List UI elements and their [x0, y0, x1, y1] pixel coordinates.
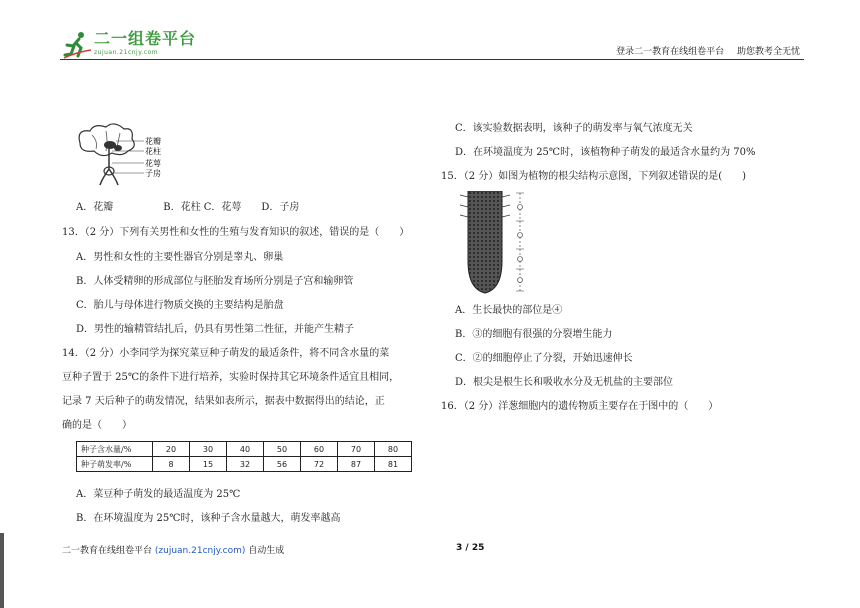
q15-option-a-text: A．生长最快的部位是 — [455, 305, 553, 316]
q12-options[interactable]: A．花瓣 B．花柱 C．花萼 D．子房 — [76, 202, 300, 213]
table-cell: 15 — [190, 457, 227, 472]
q14-stem-line3: 记录 7 天后种子的萌发情况，结果如表所示，据表中数据得出的结论，正 — [62, 396, 385, 407]
q15-option-d[interactable]: D．根尖是根生长和吸收水分及无机盐的主要部位 — [455, 377, 674, 388]
q14-option-d[interactable]: D．在环境温度为 25℃时，该植物种子萌发的最适含水量约为 70% — [455, 147, 756, 158]
q14-stem-line1: 14．（2 分）小李同学为探究菜豆种子萌发的最适条件，将不同含水量的菜 — [62, 348, 390, 359]
q14-option-a[interactable]: A．菜豆种子萌发的最适温度为 25℃ — [76, 489, 241, 500]
q13-option-b[interactable]: B．人体受精卵的形成部位与胚胎发育场所分别是子宫和输卵管 — [76, 276, 354, 287]
q13-option-a[interactable]: A．男性和女性的主要性器官分别是睾丸、卵巢 — [76, 252, 284, 263]
footer-credit — [62, 543, 284, 556]
q15-option-c[interactable]: C．②的细胞停止了分裂，开始迅速伸长 — [455, 353, 633, 364]
header-links — [616, 44, 800, 57]
q15-option-a[interactable] — [455, 304, 562, 318]
table-cell: 56 — [264, 457, 301, 472]
q13-option-d[interactable]: D．男性的输精管结扎后，仍具有男性第二性征，并能产生精子 — [76, 324, 355, 335]
logo-url: zujuan.21cnjy.com — [94, 49, 159, 56]
q15-option-b-text: 的细胞有很强的分裂增生能力 — [482, 329, 613, 340]
table-cell: 40 — [227, 442, 264, 457]
table-cell: 80 — [375, 442, 412, 457]
q13-option-c[interactable]: C．胎儿与母体进行物质交换的主要结构是胎盘 — [76, 300, 284, 311]
table-cell: 20 — [153, 442, 190, 457]
flower-label-ovary: 子房 — [145, 169, 161, 178]
runner-logo-icon — [62, 30, 92, 60]
table-row — [77, 457, 412, 472]
q15-stem: 15．（2 分）如图为植物的根尖结构示意图，下列叙述错误的是( ) — [441, 171, 747, 182]
root-tip-diagram — [452, 191, 532, 295]
header-divider — [60, 59, 804, 60]
page-number: 3 / 25 — [456, 543, 485, 553]
germination-table — [76, 441, 412, 472]
q15-option-b[interactable]: B．③的细胞有很强的分裂增生能力 — [455, 329, 613, 340]
q15-option-a-number: ④ — [552, 305, 563, 316]
q13-stem: 13．（2 分）下列有关男性和女性的生殖与发育知识的叙述，错误的是（ ） — [62, 227, 410, 238]
table-cell: 50 — [264, 442, 301, 457]
q16-stem: 16．（2 分）洋葱细胞内的遗传物质主要存在于图中的（ ） — [441, 401, 719, 412]
q14-stem-line2: 豆种子置于 25℃的条件下进行培养，实验时保持其它环境条件适宜且相同， — [62, 372, 400, 383]
table-cell: 8 — [153, 457, 190, 472]
q15-option-c-text: 的细胞停止了分裂，开始迅速伸长 — [482, 353, 633, 364]
slogan-text: 助您教考全无忧 — [736, 47, 800, 57]
flower-label-sepal: 花萼 — [145, 159, 161, 168]
login-link[interactable]: 登录二一教育在线组卷平台 — [616, 47, 725, 57]
q14-option-b[interactable]: B．在环境温度为 25℃时，该种子含水量越大，萌发率越高 — [76, 513, 341, 524]
table-cell: 30 — [190, 442, 227, 457]
q15-option-c-number: ② — [472, 353, 483, 364]
flower-label-petal: 花瓣 — [145, 137, 161, 146]
table-cell: 81 — [375, 457, 412, 472]
table-cell: 72 — [301, 457, 338, 472]
table-row-header: 种子萌发率/% — [77, 457, 153, 472]
footer-site-name: 二一教育在线组卷平台 — [62, 546, 153, 556]
flower-diagram — [72, 121, 172, 187]
table-cell: 70 — [338, 442, 375, 457]
table-row — [77, 442, 412, 457]
q14-option-c[interactable]: C．该实验数据表明，该种子的萌发率与氧气浓度无关 — [455, 123, 693, 134]
window-edge-bar — [0, 533, 4, 608]
site-logo[interactable] — [62, 30, 196, 60]
q15-option-b-number: ③ — [472, 329, 483, 340]
table-cell: 32 — [227, 457, 264, 472]
q14-stem-line4: 确的是（ ） — [62, 420, 132, 431]
table-cell: 60 — [301, 442, 338, 457]
logo-title: 二一组卷平台 — [94, 29, 197, 48]
flower-label-style: 花柱 — [145, 147, 161, 156]
footer-link[interactable]: (zujuan.21cnjy.com) — [154, 546, 246, 556]
table-row-header: 种子含水量/% — [77, 442, 153, 457]
table-cell: 87 — [338, 457, 375, 472]
footer-suffix: 自动生成 — [248, 546, 285, 556]
